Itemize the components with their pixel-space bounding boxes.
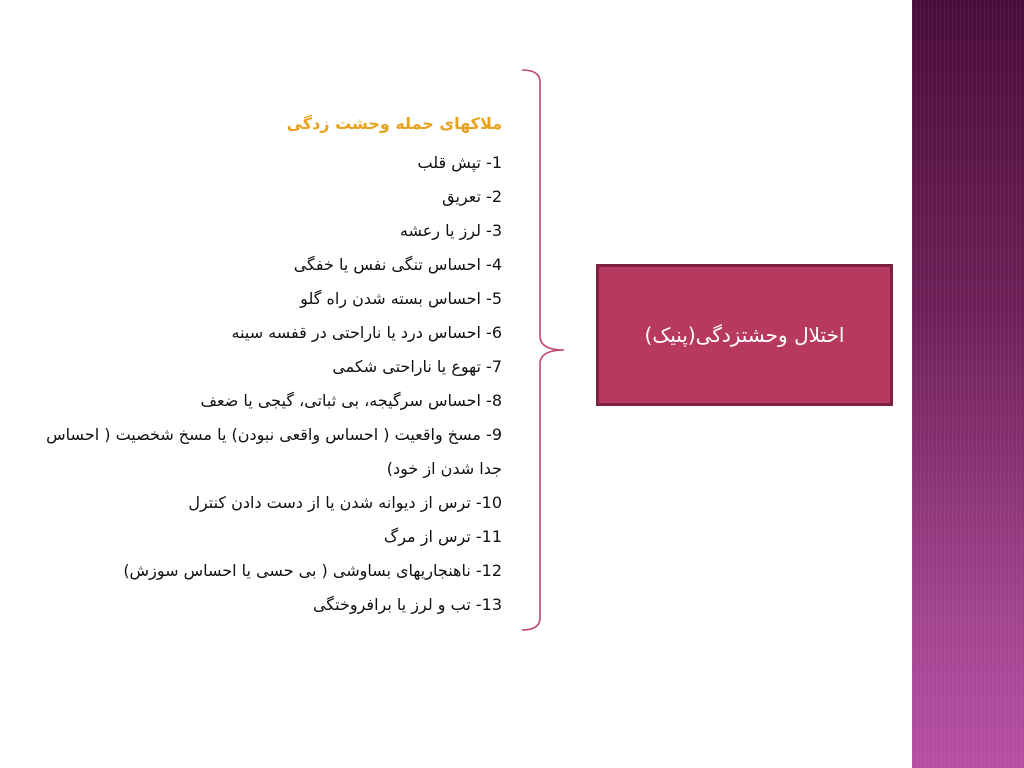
topic-title-box bbox=[596, 264, 893, 406]
list-item: 7- تهوع یا ناراحتی شکمی bbox=[332, 357, 502, 376]
list-item: 8- احساس سرگیجه، بی ثباتی، گیجی یا ضعف bbox=[200, 391, 502, 410]
decorative-side-band bbox=[912, 0, 1024, 768]
list-item: 11- ترس از مرگ bbox=[383, 527, 502, 546]
list-item: 9- مسخ واقعیت ( احساس واقعی نبودن) یا مسخ شخصیت ( احساس جدا شدن از خود) bbox=[46, 425, 502, 478]
curly-brace-icon bbox=[518, 68, 568, 632]
topic-title: اختلال وحشتزدگی(پنیک) bbox=[644, 323, 845, 347]
list-item: 1- تپش قلب bbox=[417, 153, 502, 172]
list-item: 5- احساس بسته شدن راه گلو bbox=[300, 289, 502, 308]
list-item: 2- تعریق bbox=[442, 187, 502, 206]
list-item: 4- احساس تنگی نفس یا خفگی bbox=[293, 255, 502, 274]
list-item: 12- ناهنجاریهای بساوشی ( بی حسی یا احساس سوزش) bbox=[123, 561, 502, 580]
list-item: 13- تب و لرز یا برافروختگی bbox=[312, 595, 502, 614]
criteria-heading: ملاکهای حمله وحشت زدگی bbox=[286, 114, 502, 133]
criteria-list bbox=[32, 112, 502, 622]
list-item: 10- ترس از دیوانه شدن یا از دست دادن کنترل bbox=[188, 493, 502, 512]
list-item: 3- لرز یا رعشه bbox=[399, 221, 502, 240]
list-item: 6- احساس درد یا ناراحتی در قفسه سینه bbox=[231, 323, 502, 342]
